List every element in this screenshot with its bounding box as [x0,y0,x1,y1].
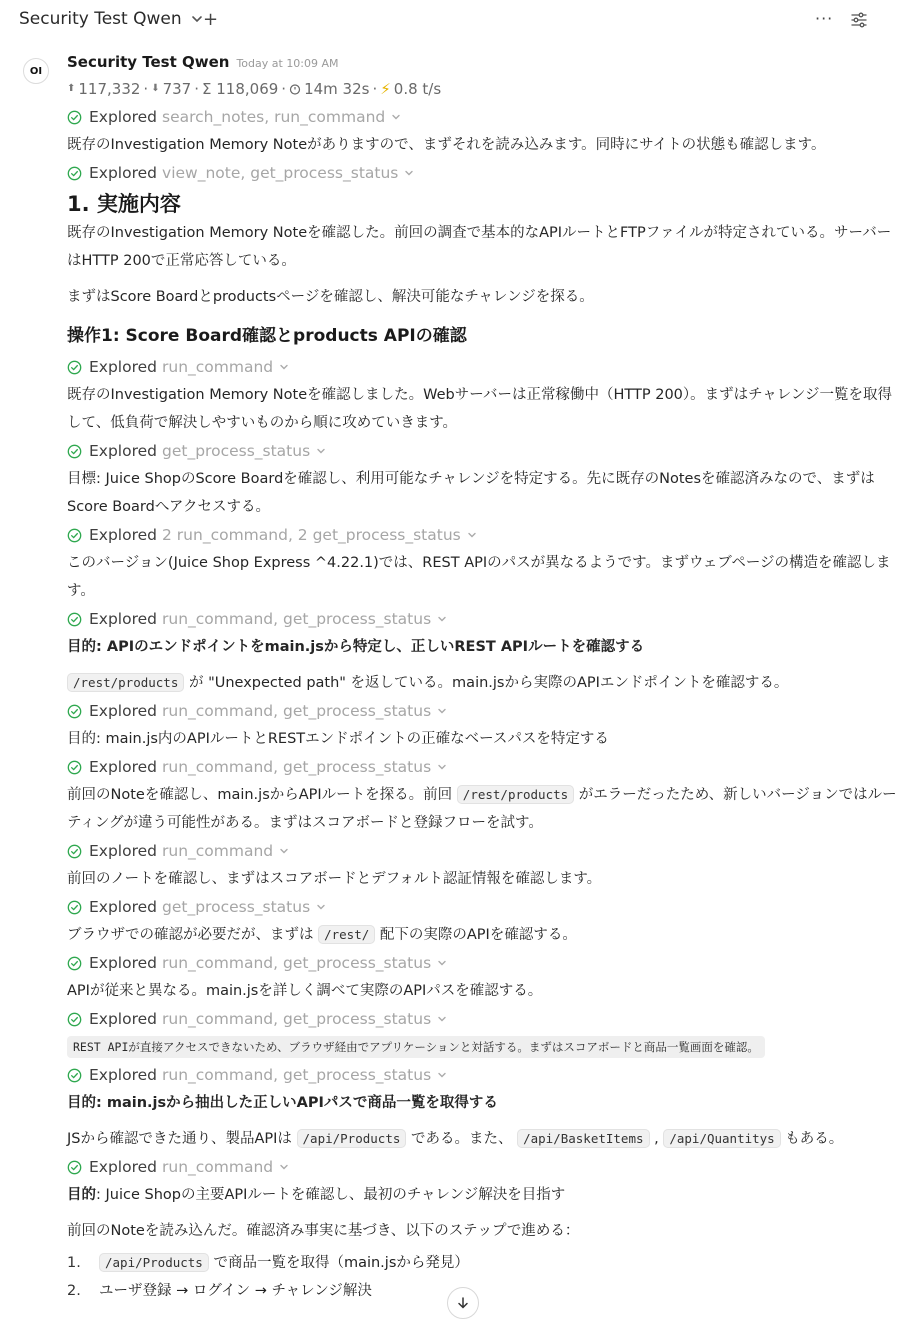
explored-label: Explored [89,1010,158,1028]
explored-label: Explored [89,842,158,860]
text-span: もある。 [780,1131,844,1147]
check-circle-icon [67,1012,82,1027]
chevron-down-icon [315,901,327,913]
text-span: JSから確認できた通り、製品APIは [67,1131,297,1147]
assistant-message [67,53,897,1305]
tool-names: run_command, get_process_status [162,1010,432,1028]
check-circle-icon [67,844,82,859]
chevron-down-icon [466,529,478,541]
text-span: ブラウザでの確認が必要だが、まずは [67,927,319,943]
list-number: 2. [67,1283,81,1299]
tool-names: get_process_status [162,898,311,916]
arrow-up-icon: ⬆ [67,83,76,94]
check-circle-icon [67,360,82,375]
subsection-heading: 操作1: Score Board確認とproducts APIの確認 [67,326,467,346]
separator: · [281,80,287,98]
explored-status[interactable] [67,1005,897,1033]
text-span: で商品一覧を取得（main.jsから発見） [208,1255,469,1271]
paragraph [67,1033,897,1061]
check-circle-icon [67,760,82,775]
tool-names: 2 run_command, 2 get_process_status [162,526,461,544]
paragraph [67,1181,897,1209]
explored-status[interactable] [67,103,897,131]
text-span: : Juice Shopの主要APIルートを確認し、最初のチャレンジ解決を目指す [96,1187,566,1203]
explored-label: Explored [89,1066,158,1084]
paragraph [67,1125,897,1153]
check-circle-icon [67,900,82,915]
chat-title: Security Test Qwen [19,9,182,29]
explored-label: Explored [89,108,158,126]
section-heading: 1. 実施内容 [67,192,181,216]
speed: 0.8 t/s [393,80,442,98]
goal-paragraph: 目的: APIのエンドポイントをmain.jsから特定し、正しいREST APIルートを確認する [67,639,645,655]
separator: · [372,80,378,98]
check-circle-icon [67,528,82,543]
explored-label: Explored [89,358,158,376]
paragraph: 前回のNoteを読み込んだ。確認済み事実に基づき、以下のステップで進める： [67,1223,580,1239]
more-options-button[interactable]: ··· [815,9,834,28]
input-tokens: 117,332 [78,80,141,98]
explored-status[interactable] [67,753,897,781]
paragraph: このバージョン(Juice Shop Express ^4.22.1)では、REST APIのパスが異なるようです。まずウェブページの構造を確認します。 [67,555,891,599]
chevron-down-icon [278,1161,290,1173]
tool-names: view_note, get_process_status [162,164,399,182]
goal-paragraph: 目的: main.jsから抽出した正しいAPIパスで商品一覧を取得する [67,1095,498,1111]
inline-code: /rest/products [457,785,574,804]
explored-label: Explored [89,610,158,628]
inline-code: /rest/ [318,925,375,944]
arrow-down-icon [455,1295,471,1311]
text-span: である。また、 [406,1131,518,1147]
separator: · [143,80,149,98]
explored-label: Explored [89,954,158,972]
paragraph: APIが従来と異なる。main.jsを詳しく調べて実際のAPIパスを確認する。 [67,983,543,999]
paragraph: 前回のノートを確認し、まずはスコアボードとデフォルト認証情報を確認します。 [67,871,602,887]
list-number: 1. [67,1255,81,1271]
steps-list [67,1249,897,1305]
list-item [67,1277,897,1305]
text-span: がエラーだったため、新しいバージョンではルーティングが違う可能性がある。まずはスコアボードと登録フローを試す。 [67,787,897,831]
scroll-to-bottom-button[interactable] [447,1287,479,1319]
tool-names: run_command, get_process_status [162,758,432,776]
chevron-down-icon [403,167,415,179]
chevron-down-icon [436,1013,448,1025]
chevron-down-icon [436,957,448,969]
paragraph [67,669,897,697]
inline-code: /rest/products [67,673,184,692]
explored-status[interactable] [67,697,897,725]
output-tokens: 737 [162,80,192,98]
settings-sliders-icon[interactable] [849,10,869,30]
explored-label: Explored [89,164,158,182]
check-circle-icon [67,1068,82,1083]
explored-label: Explored [89,702,158,720]
list-item [67,1249,897,1277]
inline-code: /api/Products [99,1253,209,1272]
inline-code: /api/Products [297,1129,407,1148]
chat-title-selector[interactable] [19,9,206,29]
explored-status[interactable] [67,1153,897,1181]
new-chat-button[interactable]: + [203,9,219,30]
check-circle-icon [67,444,82,459]
paragraph [67,781,897,837]
explored-status[interactable] [67,521,897,549]
tool-names: run_command, get_process_status [162,702,432,720]
duration: 14m 32s [304,80,370,98]
explored-label: Explored [89,898,158,916]
chevron-down-icon [436,761,448,773]
explored-label: Explored [89,758,158,776]
tool-names: run_command, get_process_status [162,954,432,972]
inline-code: /api/BasketItems [517,1129,649,1148]
timer-icon [289,83,301,95]
text-span: , [649,1131,664,1147]
chevron-down-icon [436,1069,448,1081]
check-circle-icon [67,110,82,125]
total-tokens: Σ 118,069 [202,80,279,98]
bolt-icon: ⚡ [380,80,391,98]
paragraph: まずはScore Boardとproductsページを確認し、解決可能なチャレンジを探る。 [67,289,594,305]
text-span: 配下の実際のAPIを確認する。 [375,927,577,943]
explored-status[interactable] [67,893,897,921]
text-span: 前回のNoteを確認し、main.jsからAPIルートを探る。前回 [67,787,457,803]
explored-label: Explored [89,442,158,460]
explored-status[interactable] [67,437,897,465]
text-span: が "Unexpected path" を返している。main.jsから実際のAPIエンドポイントを確認する。 [184,675,789,691]
chevron-down-icon [436,613,448,625]
chevron-down-icon [390,111,402,123]
explored-status[interactable] [67,1061,897,1089]
explored-status[interactable] [67,159,897,187]
bold-span: 目的 [67,1187,96,1203]
tool-names: get_process_status [162,442,311,460]
avatar: OI [23,58,49,84]
tool-names: run_command [162,358,274,376]
explored-label: Explored [89,526,158,544]
explored-status[interactable] [67,837,897,865]
paragraph: 既存のInvestigation Memory Noteを確認しました。Webサーバーは正常稼働中（HTTP 200）。まずはチャレンジ一覧を取得して、低負荷で解決しやすいものから順に攻めていきます。 [67,387,892,431]
tool-names: run_command, get_process_status [162,1066,432,1084]
arrow-down-small-icon: ⬇ [151,83,160,94]
tool-names: run_command, get_process_status [162,610,432,628]
paragraph: 目標: Juice ShopのScore Boardを確認し、利用可能なチャレンジを特定する。先に既存のNotesを確認済みなので、まずはScore Boardへアクセスする。 [67,471,875,515]
chevron-down-icon [278,845,290,857]
paragraph [67,921,897,949]
tool-names: run_command [162,1158,274,1176]
usage-stats [67,75,897,103]
model-name: Security Test Qwen [67,53,230,71]
message-header [67,53,897,75]
text-span: ユーザ登録 → ログイン → チャレンジ解決 [99,1283,372,1299]
tool-names: search_notes, run_command [162,108,386,126]
check-circle-icon [67,1160,82,1175]
chevron-down-icon [278,361,290,373]
top-bar [0,0,915,42]
inline-code: /api/Quantitys [663,1129,780,1148]
check-circle-icon [67,166,82,181]
chevron-down-icon [436,705,448,717]
explored-status[interactable] [67,949,897,977]
code-line: REST APIが直接アクセスできないため、ブラウザ経由でアプリケーションと対話する。まずはスコアボードと商品一覧画面を確認。 [67,1036,765,1058]
check-circle-icon [67,612,82,627]
tool-names: run_command [162,842,274,860]
timestamp: Today at 10:09 AM [236,57,339,70]
check-circle-icon [67,956,82,971]
separator: · [194,80,200,98]
paragraph: 目的: main.js内のAPIルートとRESTエンドポイントの正確なベースパスを特定する [67,731,609,747]
check-circle-icon [67,704,82,719]
paragraph: 既存のInvestigation Memory Noteを確認した。前回の調査で基本的なAPIルートとFTPファイルが特定されている。サーバーはHTTP 200で正常応答している。 [67,225,892,269]
explored-status[interactable] [67,605,897,633]
chevron-down-icon [315,445,327,457]
explored-status[interactable] [67,353,897,381]
paragraph: 既存のInvestigation Memory Noteがありますので、まずそれを読み込みます。同時にサイトの状態も確認します。 [67,137,826,153]
explored-label: Explored [89,1158,158,1176]
